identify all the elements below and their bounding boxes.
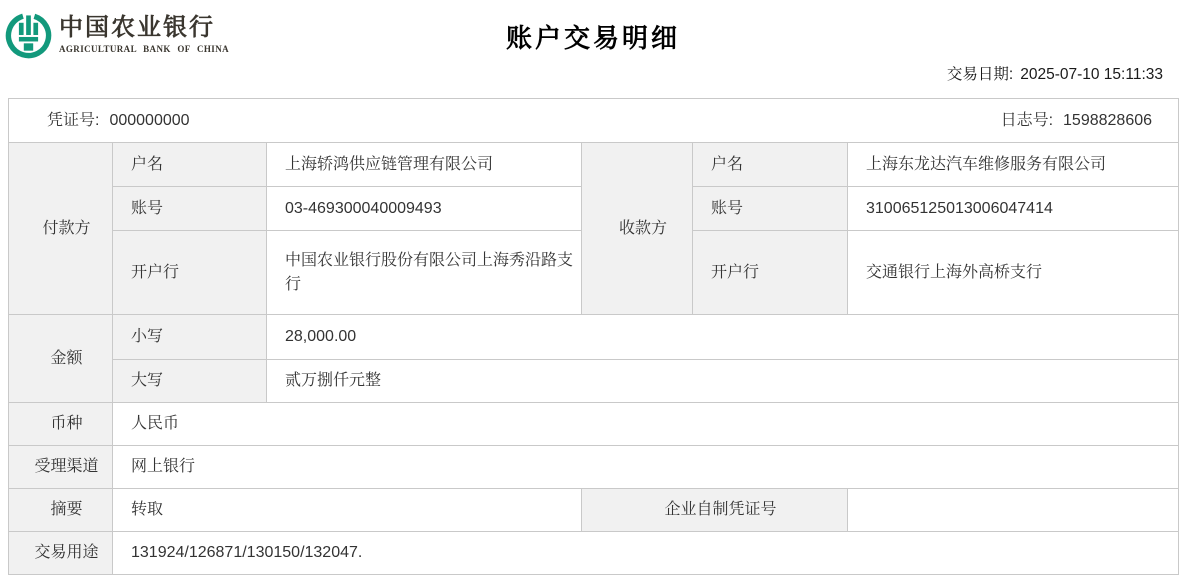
voucher-no-value: 000000000 bbox=[109, 111, 190, 129]
page-header bbox=[0, 0, 1186, 98]
channel-label: 受理渠道 bbox=[9, 446, 113, 489]
amount-section-label: 金额 bbox=[9, 315, 113, 403]
payee-account-value: 310065125013006047414 bbox=[848, 187, 1179, 231]
bank-name-en: AGRICULTURAL BANK OF CHINA bbox=[59, 44, 230, 54]
currency-label: 币种 bbox=[9, 403, 113, 446]
channel-value: 网上银行 bbox=[113, 446, 1179, 489]
self-voucher-value bbox=[848, 489, 1179, 532]
self-voucher-label: 企业自制凭证号 bbox=[582, 489, 848, 532]
page-title: 账户交易明细 bbox=[505, 23, 680, 53]
trade-date-label: 交易日期: bbox=[946, 66, 1014, 83]
trade-date-value: 2025-07-10 15:11:33 bbox=[1020, 66, 1163, 83]
payer-bank-value: 中国农业银行股份有限公司上海秀沿路支行 bbox=[267, 231, 582, 315]
payer-section-label: 付款方 bbox=[9, 143, 113, 315]
voucher-journal-row bbox=[9, 99, 1179, 143]
transaction-detail-table bbox=[8, 98, 1179, 575]
amount-upper-label: 大写 bbox=[113, 360, 267, 403]
summary-label: 摘要 bbox=[9, 489, 113, 532]
payee-account-label: 账号 bbox=[693, 187, 848, 231]
payee-section-label: 收款方 bbox=[582, 143, 693, 315]
payee-bank-value: 交通银行上海外高桥支行 bbox=[848, 231, 1179, 315]
trade-date bbox=[947, 62, 1163, 84]
amount-lower-label: 小写 bbox=[113, 315, 267, 360]
payee-bank-label: 开户行 bbox=[693, 231, 848, 315]
purpose-label: 交易用途 bbox=[9, 532, 113, 575]
bank-name-cn: 中国农业银行 bbox=[59, 15, 215, 41]
payer-account-value: 03-469300040009493 bbox=[267, 187, 582, 231]
payee-name-label: 户名 bbox=[693, 143, 848, 187]
payee-name-value: 上海东龙达汽车维修服务有限公司 bbox=[848, 143, 1179, 187]
summary-value: 转取 bbox=[113, 489, 582, 532]
voucher-no-label: 凭证号: bbox=[47, 111, 100, 129]
voucher-no bbox=[47, 109, 190, 133]
journal-no-value: 1598828606 bbox=[1063, 111, 1153, 129]
purpose-value: 131924/126871/130150/132047. bbox=[113, 532, 1179, 575]
payer-bank-label: 开户行 bbox=[113, 231, 267, 315]
payer-name-label: 户名 bbox=[113, 143, 267, 187]
amount-lower-value: 28,000.00 bbox=[267, 315, 1179, 360]
amount-upper-value: 贰万捌仟元整 bbox=[267, 360, 1179, 403]
payer-name-value: 上海轿鸿供应链管理有限公司 bbox=[267, 143, 582, 187]
journal-no-label: 日志号: bbox=[1000, 111, 1054, 129]
currency-value: 人民币 bbox=[113, 403, 1179, 446]
payer-account-label: 账号 bbox=[113, 187, 267, 231]
journal-no bbox=[1001, 109, 1152, 133]
